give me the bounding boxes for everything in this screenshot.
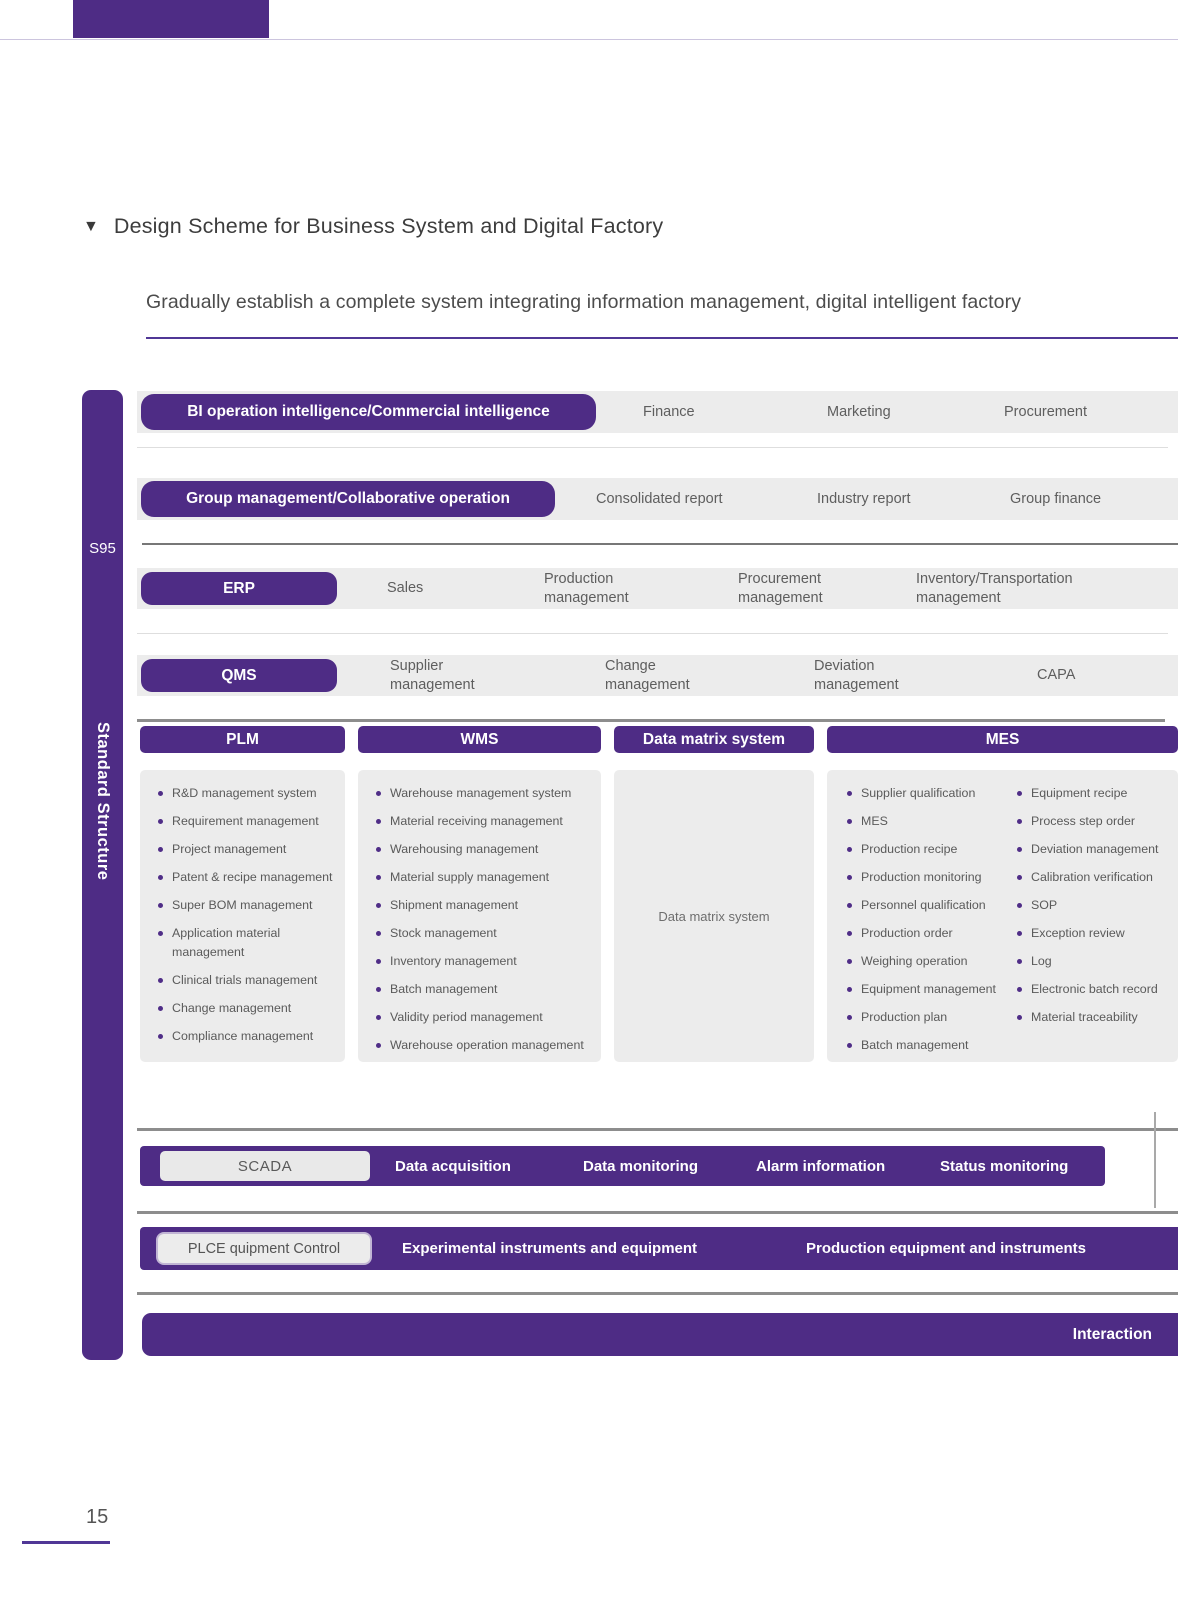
page-number: 15 xyxy=(86,1506,109,1528)
scada-item-data-monitoring: Data monitoring xyxy=(583,1157,698,1175)
list-item-label: Production plan xyxy=(861,1010,948,1024)
erp-item-sales: Sales xyxy=(387,580,424,596)
caption-underline xyxy=(146,337,1178,339)
bullet-icon xyxy=(158,819,163,824)
list-item xyxy=(1017,812,1158,831)
bi-item-marketing: Marketing xyxy=(827,403,891,420)
divider-line xyxy=(142,543,1178,545)
list-item xyxy=(158,1027,339,1046)
connector-line xyxy=(1154,1112,1156,1208)
list-item xyxy=(376,980,595,999)
divider-line xyxy=(137,1211,1178,1214)
bullet-icon xyxy=(158,875,163,880)
list-item xyxy=(158,896,339,915)
list-item xyxy=(847,812,996,831)
list-item-label: Warehouse management system xyxy=(390,786,572,800)
list-item xyxy=(1017,1008,1158,1027)
list-item xyxy=(158,924,339,962)
bullet-icon xyxy=(376,931,381,936)
mes-list-left xyxy=(829,770,1002,1062)
list-item xyxy=(376,868,595,887)
sidebar-standard-structure xyxy=(82,390,123,1360)
list-item xyxy=(376,952,595,971)
erp-item-inventory-transportation: Inventory/Transportation management xyxy=(916,570,1073,606)
list-item-label: Production order xyxy=(861,926,953,940)
bullet-icon xyxy=(1017,819,1022,824)
list-item xyxy=(1017,896,1158,915)
group-item-group-finance: Group finance xyxy=(1010,490,1102,507)
list-item-label: Exception review xyxy=(1031,926,1125,940)
list-item xyxy=(158,812,339,831)
plc-item-experimental-instruments: Experimental instruments and equipment xyxy=(402,1240,698,1257)
list-item-label: Calibration verification xyxy=(1031,870,1153,884)
list-item-label: Validity period management xyxy=(390,1010,543,1024)
list-item-label: Supplier qualification xyxy=(861,786,976,800)
data-matrix-header: Data matrix system xyxy=(614,726,814,753)
bullet-icon xyxy=(158,931,163,936)
bullet-icon xyxy=(847,847,852,852)
list-item xyxy=(847,952,996,971)
list-item xyxy=(158,971,339,990)
list-item-label: SOP xyxy=(1031,898,1058,912)
bullet-icon xyxy=(376,903,381,908)
list-item-label: Compliance management xyxy=(172,1029,314,1043)
bullet-icon xyxy=(1017,847,1022,852)
list-item-label: Warehouse operation management xyxy=(390,1038,584,1052)
bullet-icon xyxy=(1017,875,1022,880)
list-item-label: Process step order xyxy=(1031,814,1135,828)
interaction-label: Interaction xyxy=(1072,1325,1152,1343)
bullet-icon xyxy=(847,1015,852,1020)
sidebar-s95-label: S95 xyxy=(89,540,116,557)
list-item xyxy=(376,840,595,859)
list-item-label: Warehousing management xyxy=(390,842,539,856)
list-item xyxy=(847,896,996,915)
list-item-label: Production recipe xyxy=(861,842,958,856)
triangle-marker-icon: ▼ xyxy=(83,217,99,235)
bullet-icon xyxy=(376,875,381,880)
bullet-icon xyxy=(158,903,163,908)
divider-line xyxy=(137,719,1165,722)
layer-row-group xyxy=(137,478,1178,520)
list-item xyxy=(847,784,996,803)
bullet-icon xyxy=(376,847,381,852)
scada-item-data-acquisition: Data acquisition xyxy=(395,1157,511,1175)
list-item-label: Inventory management xyxy=(390,954,517,968)
bullet-icon xyxy=(1017,903,1022,908)
list-item xyxy=(1017,924,1158,943)
list-item xyxy=(158,840,339,859)
group-pill: Group management/Collaborative operation xyxy=(141,481,555,517)
erp-item-production-management: Production management xyxy=(544,570,629,606)
divider-line xyxy=(137,447,1168,448)
wms-header: WMS xyxy=(358,726,601,753)
bullet-icon xyxy=(1017,791,1022,796)
scada-item-status-monitoring: Status monitoring xyxy=(940,1157,1069,1175)
list-item-label: Material supply management xyxy=(390,870,550,884)
wms-list xyxy=(358,770,601,1055)
list-item-label: Equipment management xyxy=(861,982,997,996)
group-item-consolidated-report: Consolidated report xyxy=(596,490,723,507)
bullet-icon xyxy=(847,791,852,796)
plc-item-production-equipment: Production equipment and instruments xyxy=(806,1240,1087,1257)
qms-item-supplier-management: Supplier management xyxy=(390,657,475,693)
plc-pill: PLCE quipment Control xyxy=(158,1234,370,1263)
bullet-icon xyxy=(158,1006,163,1011)
list-item-label: Weighing operation xyxy=(861,954,968,968)
bullet-icon xyxy=(847,1043,852,1048)
list-item-label: Application material management xyxy=(172,926,281,959)
list-item xyxy=(376,1008,595,1027)
list-item xyxy=(376,896,595,915)
bullet-icon xyxy=(376,987,381,992)
mes-panel xyxy=(827,770,1178,1062)
layer-row-bi xyxy=(137,391,1178,433)
scada-bar xyxy=(140,1146,1105,1186)
bullet-icon xyxy=(847,819,852,824)
qms-item-capa: CAPA xyxy=(1037,667,1076,683)
list-item xyxy=(376,1036,595,1055)
header-divider-line xyxy=(0,39,1178,40)
bullet-icon xyxy=(158,847,163,852)
bullet-icon xyxy=(1017,959,1022,964)
plm-list xyxy=(140,770,345,1046)
erp-item-procurement-management: Procurement management xyxy=(738,570,823,606)
section-title xyxy=(83,214,663,239)
divider-line xyxy=(137,633,1168,634)
header-accent-bar xyxy=(73,0,269,38)
bi-item-procurement: Procurement xyxy=(1004,403,1088,420)
list-item xyxy=(847,868,996,887)
plm-header: PLM xyxy=(140,726,345,753)
bi-pill: BI operation intelligence/Commercial intelligence xyxy=(141,394,596,430)
list-item-label: Change management xyxy=(172,1001,292,1015)
bullet-icon xyxy=(1017,987,1022,992)
bullet-icon xyxy=(1017,1015,1022,1020)
bullet-icon xyxy=(158,791,163,796)
list-item-label: Deviation management xyxy=(1031,842,1159,856)
qms-pill: QMS xyxy=(141,659,337,692)
bi-item-finance: Finance xyxy=(643,403,695,420)
diagram-caption: Gradually establish a complete system integrating information management, digital intelligent factory xyxy=(146,291,1022,313)
interaction-bar xyxy=(142,1313,1178,1356)
bullet-icon xyxy=(847,987,852,992)
bullet-icon xyxy=(158,978,163,983)
plm-panel xyxy=(140,770,345,1062)
list-item-label: Material receiving management xyxy=(390,814,563,828)
list-item xyxy=(847,1036,996,1055)
list-item xyxy=(158,784,339,803)
list-item-label: Super BOM management xyxy=(172,898,313,912)
list-item-label: Equipment recipe xyxy=(1031,786,1128,800)
list-item-label: Batch management xyxy=(861,1038,969,1052)
list-item xyxy=(376,924,595,943)
bullet-icon xyxy=(847,875,852,880)
list-item xyxy=(847,924,996,943)
qms-item-change-management: Change management xyxy=(605,657,690,693)
bullet-icon xyxy=(158,1034,163,1039)
scada-item-alarm-information: Alarm information xyxy=(756,1157,886,1175)
bullet-icon xyxy=(376,959,381,964)
list-item-label: Personnel qualification xyxy=(861,898,986,912)
list-item xyxy=(1017,784,1158,803)
data-matrix-body-label: Data matrix system xyxy=(658,908,770,924)
bullet-icon xyxy=(376,791,381,796)
list-item-label: Clinical trials management xyxy=(172,973,318,987)
qms-item-deviation-management: Deviation management xyxy=(814,657,899,693)
mes-header: MES xyxy=(827,726,1178,753)
divider-line xyxy=(137,1128,1178,1131)
list-item-label: MES xyxy=(861,814,888,828)
list-item xyxy=(1017,952,1158,971)
list-item-label: Project management xyxy=(172,842,287,856)
layer-row-qms xyxy=(137,655,1178,696)
list-item xyxy=(1017,840,1158,859)
scada-pill: SCADA xyxy=(160,1151,370,1181)
bullet-icon xyxy=(847,959,852,964)
layer-row-erp xyxy=(137,568,1178,609)
bullet-icon xyxy=(847,903,852,908)
list-item-label: Requirement management xyxy=(172,814,319,828)
list-item-label: Patent & recipe management xyxy=(172,870,333,884)
bullet-icon xyxy=(376,1043,381,1048)
list-item xyxy=(158,999,339,1018)
group-item-industry-report: Industry report xyxy=(817,490,911,507)
bullet-icon xyxy=(847,931,852,936)
list-item-label: Batch management xyxy=(390,982,498,996)
list-item-label: Material traceability xyxy=(1031,1010,1138,1024)
page-number-underline xyxy=(22,1541,110,1544)
list-item xyxy=(1017,868,1158,887)
bullet-icon xyxy=(376,819,381,824)
list-item xyxy=(847,980,996,999)
list-item-label: Shipment management xyxy=(390,898,519,912)
list-item xyxy=(158,868,339,887)
list-item xyxy=(847,840,996,859)
bullet-icon xyxy=(1017,931,1022,936)
sidebar-vertical-label: Standard Structure xyxy=(94,722,112,881)
bullet-icon xyxy=(376,1015,381,1020)
list-item-label: Production monitoring xyxy=(861,870,982,884)
list-item-label: Stock management xyxy=(390,926,497,940)
list-item xyxy=(847,1008,996,1027)
list-item-label: R&D management system xyxy=(172,786,317,800)
plc-bar xyxy=(140,1227,1178,1270)
list-item-label: Log xyxy=(1031,954,1052,968)
list-item xyxy=(376,812,595,831)
divider-line xyxy=(137,1292,1178,1295)
wms-panel xyxy=(358,770,601,1062)
data-matrix-panel xyxy=(614,770,814,1062)
list-item xyxy=(376,784,595,803)
section-title-text: Design Scheme for Business System and Digital Factory xyxy=(113,214,664,238)
erp-pill: ERP xyxy=(141,572,337,605)
list-item xyxy=(1017,980,1158,999)
mes-list-right xyxy=(999,770,1164,1036)
list-item-label: Electronic batch record xyxy=(1031,982,1158,996)
